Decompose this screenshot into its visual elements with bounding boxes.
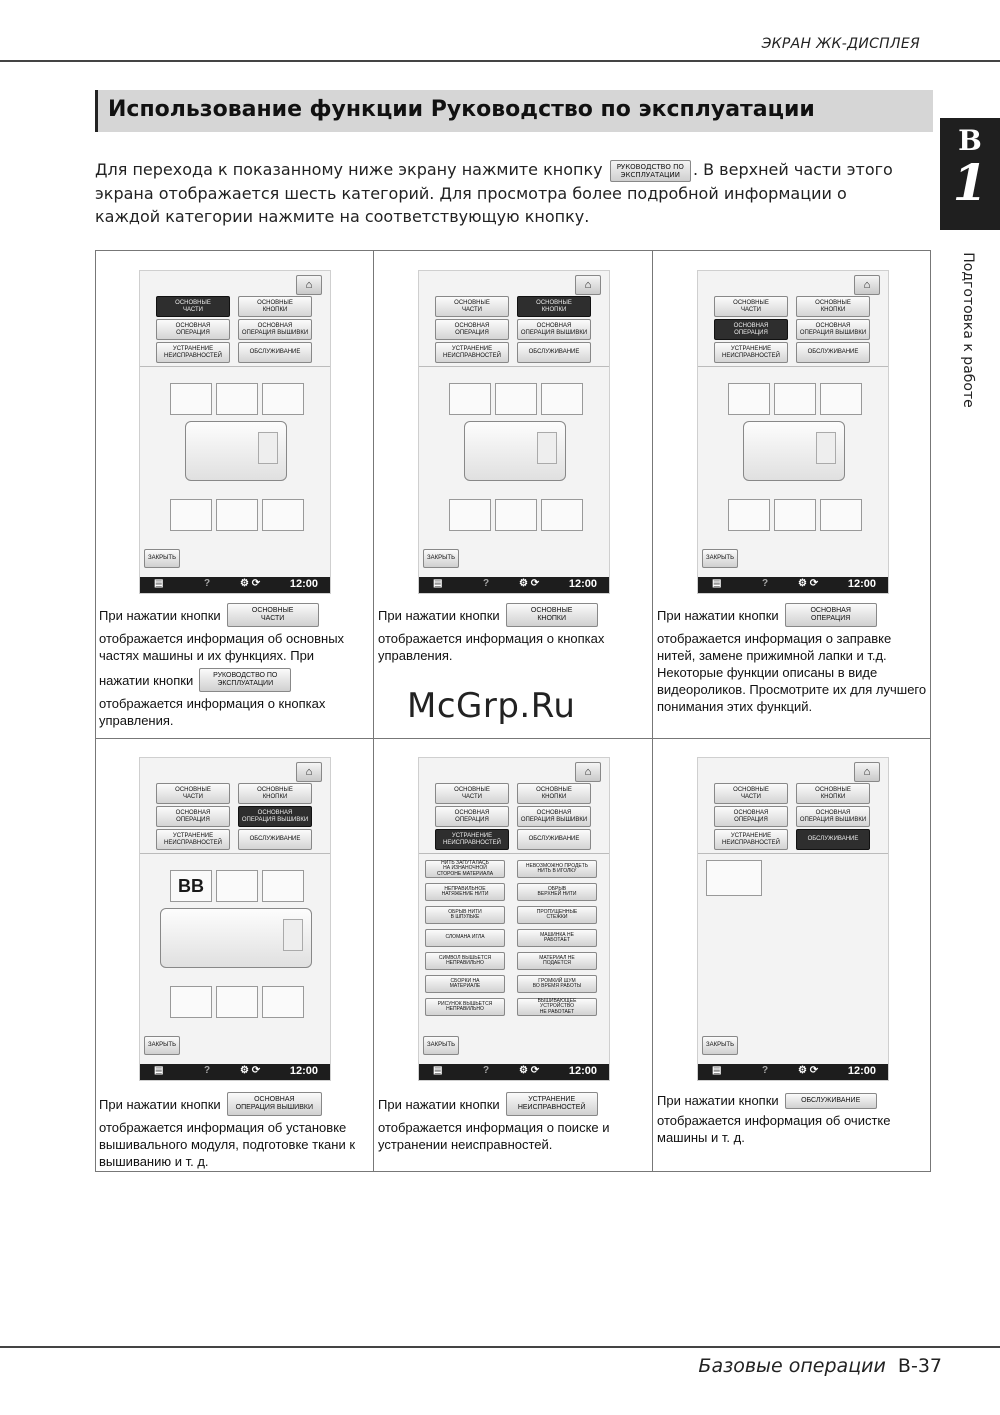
home-icon[interactable]: ⌂ (575, 275, 601, 295)
part-thumbnail[interactable] (216, 383, 258, 415)
page-number: B-37 (897, 1355, 942, 1377)
category-button[interactable]: ОСНОВНАЯ ОПЕРАЦИЯ (435, 806, 509, 827)
caption-button: ОСНОВНЫЕ КНОПКИ (506, 603, 598, 627)
help-icon[interactable]: ? (483, 578, 490, 589)
close-button[interactable]: ЗАКРЫТЬ (423, 1036, 459, 1055)
home-icon[interactable]: ⌂ (296, 762, 322, 782)
part-thumbnail[interactable] (262, 499, 304, 531)
grid-divider (95, 738, 931, 739)
part-thumbnail[interactable] (449, 383, 491, 415)
category-button[interactable]: ОСНОВНАЯ ОПЕРАЦИЯ ВЫШИВКИ (517, 806, 591, 827)
manual-icon[interactable]: ▤ (712, 578, 722, 589)
divider (698, 366, 888, 367)
settings-icon[interactable]: ⚙ ⟳ (240, 578, 261, 589)
sewing-machine-illustration (160, 908, 312, 968)
home-icon[interactable]: ⌂ (854, 275, 880, 295)
manual-icon[interactable]: ▤ (712, 1065, 722, 1076)
trouble-item-button[interactable]: СЛОМАНА ИГЛА (425, 929, 505, 947)
lcd-screen (418, 757, 610, 1081)
lcd-screen (418, 270, 610, 594)
intro-text-2: . В верхней части этого экрана отображается шесть категорий. Для просмотра более подробной информации о каждой категории нажмите на соответствующую кнопку. (95, 160, 893, 226)
category-button[interactable]: УСТРАНЕНИЕ НЕИСПРАВНОСТЕЙ (435, 342, 509, 363)
divider (419, 853, 609, 854)
trouble-item-button[interactable]: НИТЬ ЗАПУТАЛАСЬ НА ИЗНАНОЧНОЙ СТОРОНЕ МАТЕРИАЛА (425, 860, 505, 878)
caption-text: отображается информация о кнопках управления. (99, 696, 326, 728)
caption-lead-row (99, 1092, 371, 1116)
part-thumbnail[interactable] (728, 499, 770, 531)
trouble-item-button[interactable]: ПРОПУЩЕННЫЕ СТЕЖКИ (517, 906, 597, 924)
caption (378, 603, 650, 664)
trouble-item-button[interactable]: МАШИНКА НЕ РАБОТАЕТ (517, 929, 597, 947)
caption-button: ОБСЛУЖИВАНИЕ (785, 1093, 877, 1109)
caption-lead: При нажатии кнопки (99, 607, 221, 623)
footer (698, 1355, 942, 1377)
status-bar (140, 577, 330, 593)
trouble-item-button[interactable]: СБОРКИ НА МАТЕРИАЛЕ (425, 975, 505, 993)
part-thumbnail[interactable] (262, 870, 304, 902)
home-icon[interactable]: ⌂ (854, 762, 880, 782)
trouble-item-button[interactable]: ГРОМКИЙ ШУМ ВО ВРЕМЯ РАБОТЫ (517, 975, 597, 993)
category-button[interactable]: ОСНОВНАЯ ОПЕРАЦИЯ (714, 319, 788, 340)
caption (378, 1092, 650, 1153)
divider (698, 853, 888, 854)
chapter-side-label (958, 245, 978, 415)
part-thumbnail[interactable] (170, 870, 212, 902)
category-button[interactable]: ОСНОВНАЯ ОПЕРАЦИЯ ВЫШИВКИ (238, 319, 312, 340)
caption-lead: нажатии кнопки (99, 672, 194, 688)
category-button[interactable]: ОСНОВНАЯ ОПЕРАЦИЯ ВЫШИВКИ (517, 319, 591, 340)
maintenance-illustration (706, 860, 762, 896)
category-button[interactable]: ОСНОВНЫЕ КНОПКИ (238, 296, 312, 317)
category-button[interactable]: ОСНОВНАЯ ОПЕРАЦИЯ ВЫШИВКИ (238, 806, 312, 827)
part-thumbnail[interactable] (170, 499, 212, 531)
caption-lead-row (99, 668, 371, 692)
category-button[interactable]: ОБСЛУЖИВАНИЕ (517, 342, 591, 363)
caption-button: РУКОВОДСТВО ПО ЭКСПЛУАТАЦИИ (199, 668, 291, 692)
part-thumbnail[interactable] (541, 383, 583, 415)
help-icon[interactable]: ? (483, 1065, 490, 1076)
settings-icon[interactable]: ⚙ ⟳ (240, 1065, 261, 1076)
caption-text: отображается информация об основных частях машины и их функциях. При (99, 631, 345, 663)
section-title-bar (95, 90, 933, 132)
help-icon[interactable]: ? (204, 578, 211, 589)
help-icon[interactable]: ? (762, 578, 769, 589)
part-thumbnail[interactable] (449, 499, 491, 531)
caption (99, 603, 371, 729)
category-button[interactable]: ОСНОВНАЯ ОПЕРАЦИЯ (156, 319, 230, 340)
help-icon[interactable]: ? (762, 1065, 769, 1076)
trouble-item-button[interactable]: НЕПРАВИЛЬНОЕ НАТЯЖЕНИЕ НИТИ (425, 883, 505, 901)
sewing-machine-illustration (464, 421, 566, 481)
category-button[interactable]: ОСНОВНЫЕ ЧАСТИ (435, 783, 509, 804)
category-button[interactable]: ОСНОВНАЯ ОПЕРАЦИЯ (156, 806, 230, 827)
category-button[interactable]: ОСНОВНЫЕ ЧАСТИ (714, 296, 788, 317)
clock: 12:00 (289, 1065, 318, 1077)
status-bar (698, 577, 888, 593)
embroidery-letters: BB (178, 876, 204, 896)
part-thumbnail[interactable] (495, 383, 537, 415)
category-button[interactable]: ОСНОВНЫЕ ЧАСТИ (156, 783, 230, 804)
category-button[interactable]: ОБСЛУЖИВАНИЕ (238, 342, 312, 363)
home-icon[interactable]: ⌂ (296, 275, 322, 295)
part-thumbnail[interactable] (495, 499, 537, 531)
caption-button: ОСНОВНЫЕ ЧАСТИ (227, 603, 319, 627)
chapter-letter: B (958, 124, 982, 157)
caption-lead: При нажатии кнопки (378, 1096, 500, 1112)
manual-icon[interactable]: ▤ (433, 578, 443, 589)
part-thumbnail[interactable] (774, 499, 816, 531)
manual-icon[interactable]: ▤ (154, 1065, 164, 1076)
section-title: Использование функции Руководство по эксплуатации (108, 97, 815, 122)
category-button[interactable]: УСТРАНЕНИЕ НЕИСПРАВНОСТЕЙ (156, 829, 230, 850)
manual-icon[interactable]: ▤ (154, 578, 164, 589)
watermark: McGrp.Ru (407, 686, 576, 726)
category-button[interactable]: ОСНОВНЫЕ ЧАСТИ (435, 296, 509, 317)
status-bar (140, 1064, 330, 1080)
chapter-tab (940, 118, 1000, 230)
footer-rule (0, 1346, 1000, 1348)
category-button[interactable]: ОБСЛУЖИВАНИЕ (517, 829, 591, 850)
trouble-item-button[interactable]: СИМВОЛ ВЫШЬЕТСЯ НЕПРАВИЛЬНО (425, 952, 505, 970)
divider (419, 366, 609, 367)
clock: 12:00 (847, 1065, 876, 1077)
trouble-item-button[interactable]: НЕВОЗМОЖНО ПРОДЕТЬ НИТЬ В ИГОЛКУ (517, 860, 597, 878)
clock: 12:00 (289, 578, 318, 590)
part-thumbnail[interactable] (774, 383, 816, 415)
help-icon[interactable]: ? (204, 1065, 211, 1076)
caption-lead: При нажатии кнопки (99, 1096, 221, 1112)
part-thumbnail[interactable] (820, 499, 862, 531)
lcd-screen (139, 757, 331, 1081)
category-button[interactable]: ОСНОВНЫЕ КНОПКИ (238, 783, 312, 804)
category-button[interactable]: УСТРАНЕНИЕ НЕИСПРАВНОСТЕЙ (714, 342, 788, 363)
category-button[interactable]: ОСНОВНЫЕ ЧАСТИ (156, 296, 230, 317)
trouble-item-button[interactable]: ВЫШИВАЮЩЕЕ УСТРОЙСТВО НЕ РАБОТАЕТ (517, 998, 597, 1016)
sewing-machine-illustration (743, 421, 845, 481)
close-button[interactable]: ЗАКРЫТЬ (702, 549, 738, 568)
grid-divider (373, 250, 374, 1172)
caption-lead: При нажатии кнопки (657, 1093, 779, 1108)
category-button[interactable]: ОБСЛУЖИВАНИЕ (796, 829, 870, 850)
running-header: ЭКРАН ЖК-ДИСПЛЕЯ (761, 36, 920, 52)
home-icon[interactable]: ⌂ (575, 762, 601, 782)
category-button[interactable]: ОСНОВНАЯ ОПЕРАЦИЯ ВЫШИВКИ (796, 806, 870, 827)
settings-icon[interactable]: ⚙ ⟳ (519, 1065, 540, 1076)
part-thumbnail[interactable] (170, 986, 212, 1018)
part-thumbnail[interactable] (216, 870, 258, 902)
category-button[interactable]: ОСНОВНЫЕ КНОПКИ (517, 783, 591, 804)
category-button[interactable]: УСТРАНЕНИЕ НЕИСПРАВНОСТЕЙ (156, 342, 230, 363)
caption-lead-row (657, 1092, 929, 1109)
caption-lead: При нажатии кнопки (378, 607, 500, 623)
close-button[interactable]: ЗАКРЫТЬ (144, 1036, 180, 1055)
part-thumbnail[interactable] (262, 383, 304, 415)
part-thumbnail[interactable] (541, 499, 583, 531)
caption-text: отображается информация о кнопках управления. (378, 631, 605, 663)
close-button[interactable]: ЗАКРЫТЬ (144, 549, 180, 568)
close-button[interactable]: ЗАКРЫТЬ (423, 549, 459, 568)
trouble-item-button[interactable]: РИСУНОК ВЫШЬЕТСЯ НЕПРАВИЛЬНО (425, 998, 505, 1016)
caption-lead: При нажатии кнопки (657, 607, 779, 623)
category-button[interactable]: ОСНОВНЫЕ ЧАСТИ (714, 783, 788, 804)
category-button[interactable]: УСТРАНЕНИЕ НЕИСПРАВНОСТЕЙ (714, 829, 788, 850)
category-button[interactable]: ОБСЛУЖИВАНИЕ (796, 342, 870, 363)
intro-paragraph (95, 158, 915, 228)
category-button[interactable]: ОСНОВНАЯ ОПЕРАЦИЯ (435, 319, 509, 340)
lcd-screen (697, 757, 889, 1081)
trouble-item-button[interactable]: ОБРЫВ НИТИ В ШПУЛЬКЕ (425, 906, 505, 924)
caption (657, 1092, 929, 1146)
category-button[interactable]: ОСНОВНАЯ ОПЕРАЦИЯ ВЫШИВКИ (796, 319, 870, 340)
intro-text-1: Для перехода к показанному ниже экрану нажмите кнопку (95, 160, 603, 179)
caption-text: отображается информация о заправке нитей, замене прижимной лапки и т.д. Некоторые функции описаны в виде видеороликов. Просмотрите их для лучшего понимания этих функций. (657, 631, 927, 714)
clock: 12:00 (847, 578, 876, 590)
manual-button-inline: РУКОВОДСТВО ПО ЭКСПЛУАТАЦИИ (610, 160, 691, 182)
clock: 12:00 (568, 578, 597, 590)
category-button[interactable]: ОСНОВНЫЕ КНОПКИ (517, 296, 591, 317)
trouble-item-button[interactable]: ОБРЫВ ВЕРХНЕЙ НИТИ (517, 883, 597, 901)
footer-section: Базовые операции (698, 1355, 886, 1377)
sewing-machine-illustration (185, 421, 287, 481)
part-thumbnail[interactable] (262, 986, 304, 1018)
chapter-side-text: Подготовка к работе (960, 252, 976, 408)
caption-text: отображается информация об очистке машины и т. д. (657, 1113, 891, 1145)
grid-divider (652, 250, 653, 1172)
chapter-number: 1 (952, 153, 988, 212)
close-button[interactable]: ЗАКРЫТЬ (702, 1036, 738, 1055)
trouble-item-button[interactable]: МАТЕРИАЛ НЕ ПОДАЕТСЯ (517, 952, 597, 970)
caption (657, 603, 929, 715)
clock: 12:00 (568, 1065, 597, 1077)
status-bar (419, 1064, 609, 1080)
part-thumbnail[interactable] (170, 383, 212, 415)
settings-icon[interactable]: ⚙ ⟳ (798, 1065, 819, 1076)
divider (140, 853, 330, 854)
lcd-screen (697, 270, 889, 594)
caption-button: ОСНОВНАЯ ОПЕРАЦИЯ ВЫШИВКИ (227, 1092, 322, 1116)
category-button[interactable]: ОБСЛУЖИВАНИЕ (238, 829, 312, 850)
category-button[interactable]: ОСНОВНЫЕ КНОПКИ (796, 296, 870, 317)
caption-lead-row (657, 603, 929, 627)
category-button[interactable]: ОСНОВНАЯ ОПЕРАЦИЯ (714, 806, 788, 827)
part-thumbnail[interactable] (728, 383, 770, 415)
header-rule (0, 60, 1000, 62)
part-thumbnail[interactable] (820, 383, 862, 415)
part-thumbnail[interactable] (216, 499, 258, 531)
caption-lead-row (378, 1092, 650, 1116)
lcd-screen (139, 270, 331, 594)
caption-text: отображается информация о поиске и устранении неисправностей. (378, 1120, 610, 1152)
caption-button: ОСНОВНАЯ ОПЕРАЦИЯ (785, 603, 877, 627)
caption-text: отображается информация об установке вышивального модуля, подготовке ткани к вышиванию и т. д. (99, 1120, 356, 1169)
category-button[interactable]: УСТРАНЕНИЕ НЕИСПРАВНОСТЕЙ (435, 829, 509, 850)
caption-lead-row (99, 603, 371, 627)
settings-icon[interactable]: ⚙ ⟳ (798, 578, 819, 589)
settings-icon[interactable]: ⚙ ⟳ (519, 578, 540, 589)
caption (99, 1092, 371, 1170)
divider (140, 366, 330, 367)
manual-icon[interactable]: ▤ (433, 1065, 443, 1076)
part-thumbnail[interactable] (216, 986, 258, 1018)
status-bar (698, 1064, 888, 1080)
status-bar (419, 577, 609, 593)
caption-button: УСТРАНЕНИЕ НЕИСПРАВНОСТЕЙ (506, 1092, 598, 1116)
category-button[interactable]: ОСНОВНЫЕ КНОПКИ (796, 783, 870, 804)
caption-lead-row (378, 603, 650, 627)
